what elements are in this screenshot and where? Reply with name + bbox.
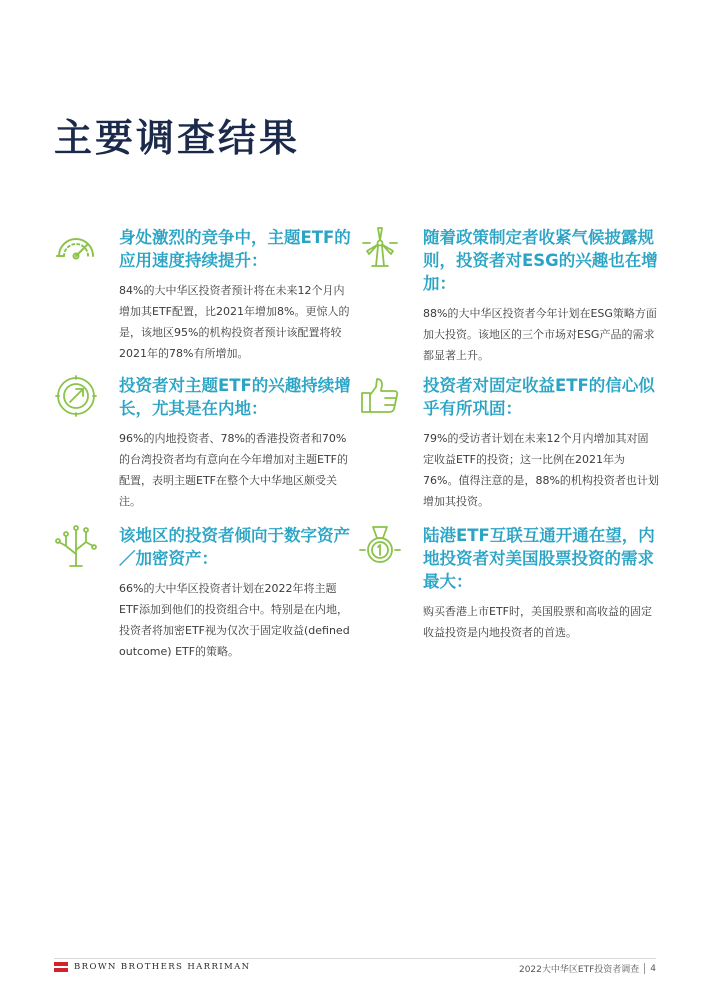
finding-heading: 该地区的投资者倾向于数字资产／加密资产： xyxy=(119,526,350,568)
speedometer-icon xyxy=(54,226,98,270)
finding-connect xyxy=(366,524,666,643)
finding-body: 66%的大中华区投资者计划在2022年将主题ETF添加到他们的投资组合中。特别是在内地，投资者将加密ETF视为仅次于固定收益(defined outcome) ETF的策略。 xyxy=(119,582,350,658)
medal-icon xyxy=(358,524,402,568)
footer-page-info xyxy=(519,962,656,975)
finding-thematic xyxy=(62,374,362,512)
target-arrow-icon xyxy=(54,374,98,418)
brand-name: BROWN BROTHERS HARRIMAN xyxy=(74,962,251,972)
finding-body: 购买香港上市ETF时，美国股票和高收益的固定收益投资是内地投资者的首选。 xyxy=(423,605,652,639)
finding-body: 84%的大中华区投资者预计将在未来12个月内增加其ETF配置，比2021年增加8%。更惊人的是，该地区95%的机构投资者预计该配置将较2021年的78%有所增加。 xyxy=(119,284,350,360)
finding-body: 88%的大中华区投资者今年计划在ESG策略方面加大投资。该地区的三个市场对ESG产品的需求都显著上升。 xyxy=(423,307,657,362)
brand-logo xyxy=(54,962,251,972)
page-number: 4 xyxy=(650,963,656,974)
finding-body: 96%的内地投资者、78%的香港投资者和70%的台湾投资者均有意向在今年增加对主题ETF的配置，表明主题ETF在整个大中华地区颇受关注。 xyxy=(119,432,348,508)
digital-tree-icon xyxy=(54,524,98,568)
footer-separator xyxy=(644,963,645,974)
brand-flag-icon xyxy=(54,962,68,972)
finding-heading: 随着政策制定者收紧气候披露规则，投资者对ESG的兴趣也在增加： xyxy=(423,228,658,293)
thumbs-up-icon xyxy=(358,374,402,418)
finding-body: 79%的受访者计划在未来12个月内增加其对固定收益ETF的投资；这一比例在2021年为76%。值得注意的是，88%的机构投资者也计划增加其投资。 xyxy=(423,432,659,508)
finding-heading: 身处激烈的竞争中，主题ETF的应用速度持续提升： xyxy=(119,228,351,270)
finding-digital-assets xyxy=(62,524,362,662)
footer-divider xyxy=(54,958,656,959)
finding-heading: 投资者对主题ETF的兴趣持续增长，尤其是在内地： xyxy=(119,376,351,418)
report-name: 2022大中华区ETF投资者调查 xyxy=(518,965,640,975)
finding-heading: 陆港ETF互联互通开通在望，内地投资者对美国股票投资的需求最大： xyxy=(423,526,655,591)
page-title: 主要调查结果 xyxy=(54,116,301,160)
wind-turbine-icon xyxy=(358,226,402,270)
finding-fixed-income xyxy=(366,374,666,512)
finding-heading: 投资者对固定收益ETF的信心似乎有所巩固： xyxy=(423,376,655,418)
finding-speed xyxy=(62,226,362,364)
finding-esg xyxy=(366,226,666,366)
